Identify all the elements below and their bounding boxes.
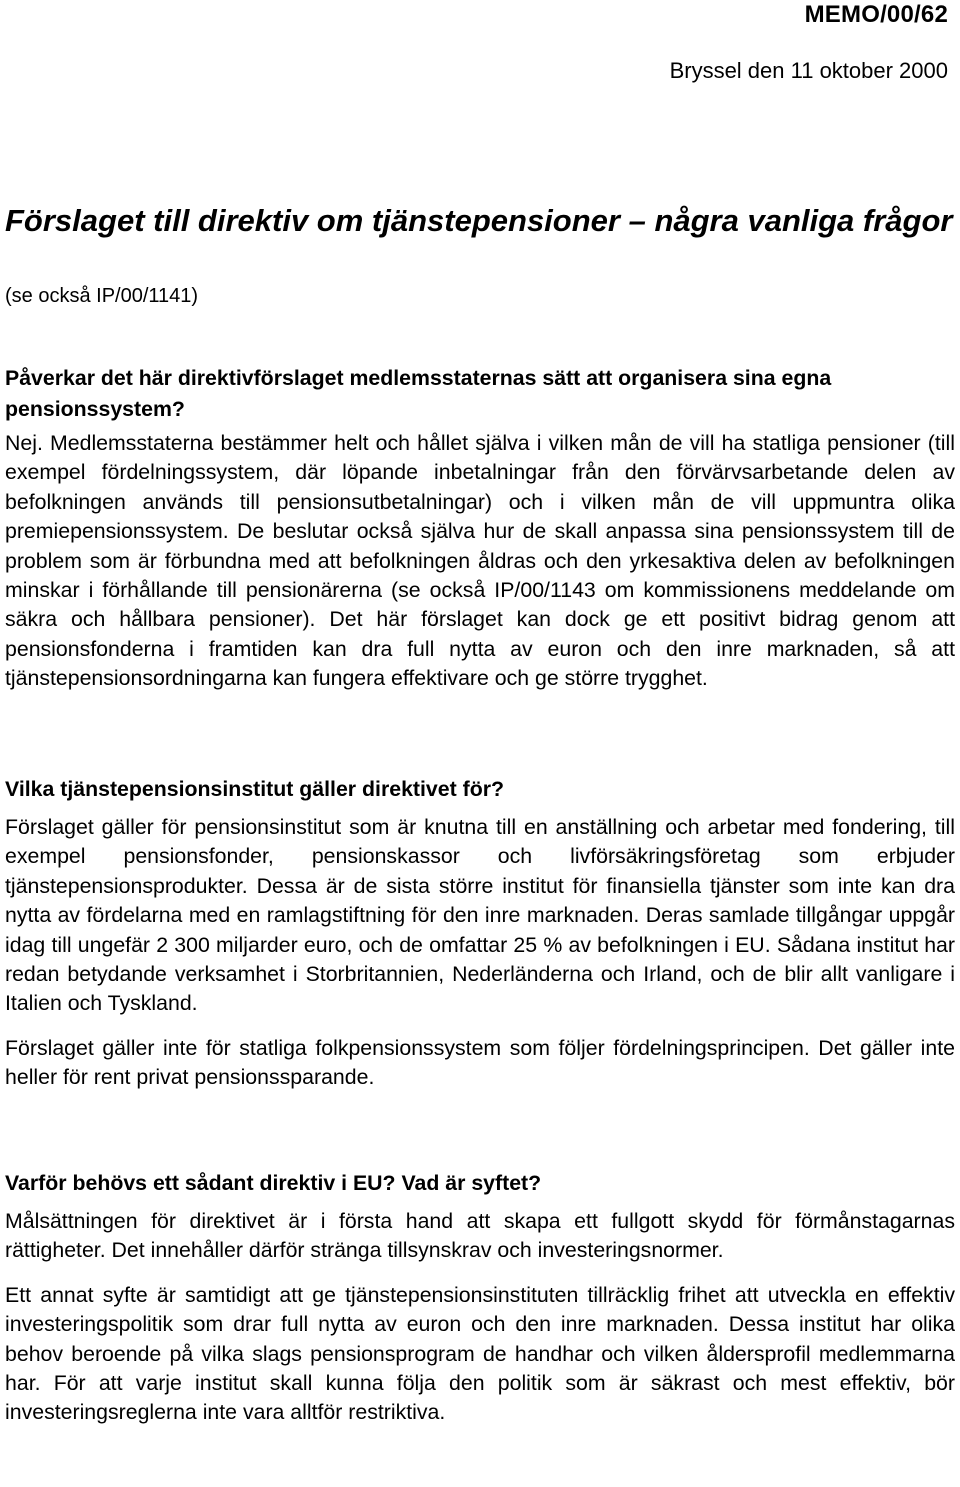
faq-answer-paragraph: Nej. Medlemsstaterna bestämmer helt och hållet själva i vilken mån de vill ha statliga pensioner (till exempel fördelningssystem, där löpande inbetalningar från den förvärvsarbetande delen av befolkningen används till pensionsutbetalningar) och i vilken mån de vill uppmuntra olika premiepensionssystem. De beslutar också själva hur de skall anpassa sina pensionssystem till de problem som är förbundna med att befolkningen åldras och den yrkesaktiva delen av befolkningen minskar i förhållande till pensionärerna (se också IP/00/1143 om kommissionens meddelande om säkra och hållbara pensioner). Det här förslaget kan dock ge ett positivt bidrag genom att pensionsfonderna i framtiden kan dra full nytta av euron och den inre marknaden, så att tjänstepensionsordningarna kan fungera effektivare och ge större trygghet. [5,431,955,691]
place-and-date: Bryssel den 11 oktober 2000 [669,58,948,83]
faq-question: Vilka tjänstepensionsinstitut gäller direktivet för? [5,777,505,801]
faq-question: Påverkar det här direktivförslaget medlemsstaternas sätt att organisera sina egna pensionssystem? [5,366,832,421]
faq-section-purpose [5,1168,955,1428]
faq-answer-paragraph: Förslaget gäller för pensionsinstitut som är knutna till en anställning och arbetar med fondering, till exempel pensionsfonder, pensionskassor och livförsäkringsföretag som erbjuder tjänstepensionsprodukter. Dessa är de sista större institut för finansiella tjänster som inte kan dra nytta av fördelarna med en ramlagstiftning för den inre marknaden. Deras samlade tillgångar uppgår idag till ungefär 2 300 miljarder euro, och de omfattar 25 % av befolkningen i EU. Sådana institut har redan betydande verksamhet i Storbritannien, Nederländerna och Irland, och de blir allt vanligare i Italien och Tyskland. [5,815,955,1016]
memo-reference: MEMO/00/62 [804,1,948,28]
document-subtitle: (se också IP/00/1141) [5,285,199,307]
faq-answer-paragraph: Ett annat syfte är samtidigt att ge tjänstepensionsinstituten tillräcklig frihet att utveckla en effektiv investeringspolitik som drar full nytta av euron och den inre marknaden. Dessa institut har olika behov beroende på vilka slags pensionsprogram de handhar och vilken åldersprofil medlemmarna har. För att varje institut skall kunna följa den politik som är säkrast och mest effektiv, bör investeringsreglerna inte vara alltför restriktiva. [5,1282,955,1425]
faq-question: Varför behövs ett sådant direktiv i EU? Vad är syftet? [5,1171,542,1195]
faq-answer-paragraph: Förslaget gäller inte för statliga folkpensionssystem som följer fördelningsprincipen. Det gäller inte heller för rent privat pensionssparande. [5,1035,955,1090]
faq-section-organisation [5,363,955,694]
faq-section-institutions [5,774,955,1093]
faq-answer-paragraph: Målsättningen för direktivet är i första hand att skapa ett fullgott skydd för förmånstagarnas rättigheter. Det innehåller därför stränga tillsynskrav och investeringsnormer. [5,1209,955,1263]
document-title: Förslaget till direktiv om tjänstepensioner – några vanliga frågor [5,203,953,238]
